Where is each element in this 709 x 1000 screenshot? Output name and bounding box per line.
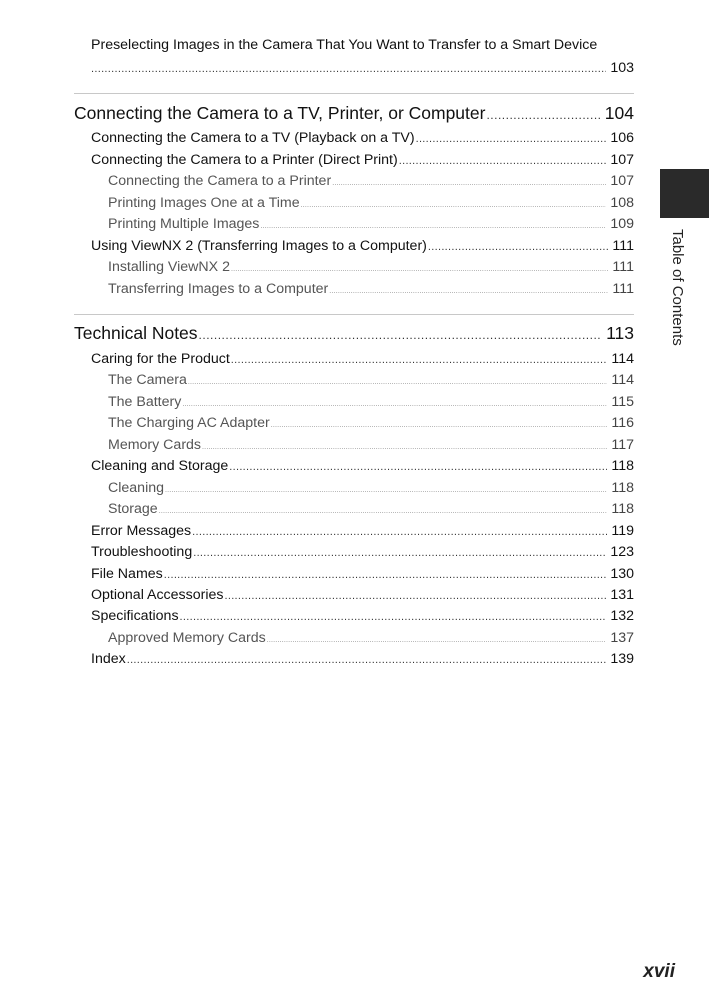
toc-page-number: 118: [611, 458, 634, 474]
toc-entry-title: Cleaning and Storage: [91, 458, 229, 474]
toc-entry[interactable]: [91, 587, 634, 603]
toc-page-number: 119: [611, 523, 634, 539]
dot-leader: [271, 422, 608, 429]
dot-leader: [91, 63, 606, 75]
toc-page-number: 130: [610, 566, 634, 582]
toc-subentry[interactable]: [108, 195, 634, 211]
toc-section-title: Technical Notes: [74, 323, 198, 343]
toc-page-number: 111: [612, 259, 634, 275]
toc-page-number: 123: [610, 544, 634, 560]
toc-entry-title: Index: [91, 651, 126, 667]
toc-page-number: 107: [610, 173, 634, 189]
toc-page-number: 131: [610, 587, 634, 603]
toc-entry-title: Connecting the Camera to a Printer (Direct Print): [91, 152, 398, 168]
toc-entry-title: Troubleshooting: [91, 544, 193, 560]
toc-page-number: 137: [610, 630, 634, 646]
dot-leader: [224, 590, 606, 602]
toc-entry-title: Preselecting Images in the Camera That You Want to Transfer to a Smart Device: [91, 37, 598, 53]
dot-leader: [199, 328, 603, 342]
dot-leader: [231, 354, 608, 366]
dot-leader: [182, 401, 607, 408]
toc-entry[interactable]: [91, 566, 634, 582]
toc-page-number: 132: [610, 608, 634, 624]
dot-leader: [428, 241, 609, 253]
toc-entry[interactable]: [91, 651, 634, 667]
dot-leader: [399, 155, 607, 167]
dot-leader: [260, 223, 606, 230]
toc-page-number: 109: [610, 216, 634, 232]
page-number-folio: xvii: [643, 961, 675, 982]
toc-page-number: 107: [610, 152, 634, 168]
dot-leader: [192, 526, 607, 538]
toc-page-number: 111: [612, 238, 634, 254]
toc-subentry-title: Transferring Images to a Computer: [108, 281, 329, 297]
toc-entry-title: Specifications: [91, 608, 179, 624]
toc-page-number: 118: [611, 480, 634, 496]
toc-subentry[interactable]: [108, 501, 634, 517]
toc-subentry-title: Storage: [108, 501, 158, 517]
dot-leader: [193, 547, 606, 559]
toc-page-number: 139: [610, 651, 634, 667]
toc-subentry-title: Printing Multiple Images: [108, 216, 260, 232]
toc-page-number: 113: [606, 323, 634, 343]
toc-page-number: 103: [610, 60, 634, 76]
dot-leader: [229, 461, 607, 473]
toc-entry-title: Caring for the Product: [91, 351, 230, 367]
toc-section-heading[interactable]: [74, 323, 634, 344]
dot-leader: [165, 487, 607, 494]
toc-page-number: 114: [611, 372, 634, 388]
dot-leader: [486, 108, 600, 122]
toc-section-title: Connecting the Camera to a TV, Printer, or Computer: [74, 103, 486, 123]
dot-leader: [267, 637, 607, 644]
dot-leader: [332, 180, 606, 187]
toc-entry[interactable]: [91, 523, 634, 539]
toc-subentry-title: Printing Images One at a Time: [108, 195, 300, 211]
toc-page-number: 114: [611, 351, 634, 367]
toc-entry-title: Using ViewNX 2 (Transferring Images to a Computer): [91, 238, 427, 254]
toc-entry-title: Optional Accessories: [91, 587, 224, 603]
toc-subentry-title: Approved Memory Cards: [108, 630, 266, 646]
toc-subentry-title: The Battery: [108, 394, 182, 410]
toc-entry-title: File Names: [91, 566, 163, 582]
toc-subentry-title: Connecting the Camera to a Printer: [108, 173, 332, 189]
toc-entry[interactable]: [91, 130, 634, 146]
toc-subentry[interactable]: [108, 216, 634, 232]
toc-subentry[interactable]: [108, 394, 634, 410]
dot-leader: [127, 654, 607, 666]
toc-subentry[interactable]: [108, 630, 634, 646]
toc-page-number: 116: [611, 415, 634, 431]
dot-leader: [164, 569, 607, 581]
toc-subentry[interactable]: [108, 372, 634, 388]
toc-subentry-title: Cleaning: [108, 480, 165, 496]
toc-page-number: 106: [610, 130, 634, 146]
section-divider: [74, 93, 634, 94]
toc-page-number: 111: [612, 281, 634, 297]
dot-leader: [188, 379, 608, 386]
toc-subentry-title: The Charging AC Adapter: [108, 415, 270, 431]
dot-leader: [416, 133, 607, 145]
toc-entry-title: Connecting the Camera to a TV (Playback on a TV): [91, 130, 415, 146]
toc-subentry[interactable]: [108, 437, 634, 453]
dot-leader: [180, 611, 607, 623]
dot-leader: [202, 444, 607, 451]
toc-page-number: 115: [611, 394, 634, 410]
chapter-tab-label: Table of Contents: [669, 229, 686, 346]
toc-subentry-title: Memory Cards: [108, 437, 202, 453]
toc-subentry[interactable]: [108, 173, 634, 189]
dot-leader: [159, 508, 608, 515]
toc-subentry[interactable]: [108, 281, 634, 297]
dot-leader: [329, 288, 608, 295]
toc-page-number: 117: [611, 437, 634, 453]
chapter-thumb-tab[interactable]: [660, 169, 709, 218]
section-divider: [74, 314, 634, 315]
dot-leader: [301, 202, 607, 209]
toc-entry[interactable]: [91, 351, 634, 367]
toc-entry[interactable]: [91, 544, 634, 560]
toc-page-number: 104: [604, 103, 634, 123]
toc-entry-leader-line: [91, 60, 634, 76]
dot-leader: [231, 266, 608, 273]
toc-subentry[interactable]: [108, 480, 634, 496]
toc-entry[interactable]: [91, 458, 634, 474]
toc-entry[interactable]: [91, 608, 634, 624]
toc-page-number: 108: [610, 195, 634, 211]
toc-entry[interactable]: [91, 152, 634, 168]
toc-section-heading[interactable]: [74, 103, 634, 124]
toc-entry[interactable]: [91, 238, 634, 254]
toc-subentry[interactable]: [108, 415, 634, 431]
toc-subentry-title: Installing ViewNX 2: [108, 259, 230, 275]
toc-page-number: 118: [611, 501, 634, 517]
toc-subentry-title: The Camera: [108, 372, 187, 388]
toc-subentry[interactable]: [108, 259, 634, 275]
toc-entry-title: Error Messages: [91, 523, 192, 539]
